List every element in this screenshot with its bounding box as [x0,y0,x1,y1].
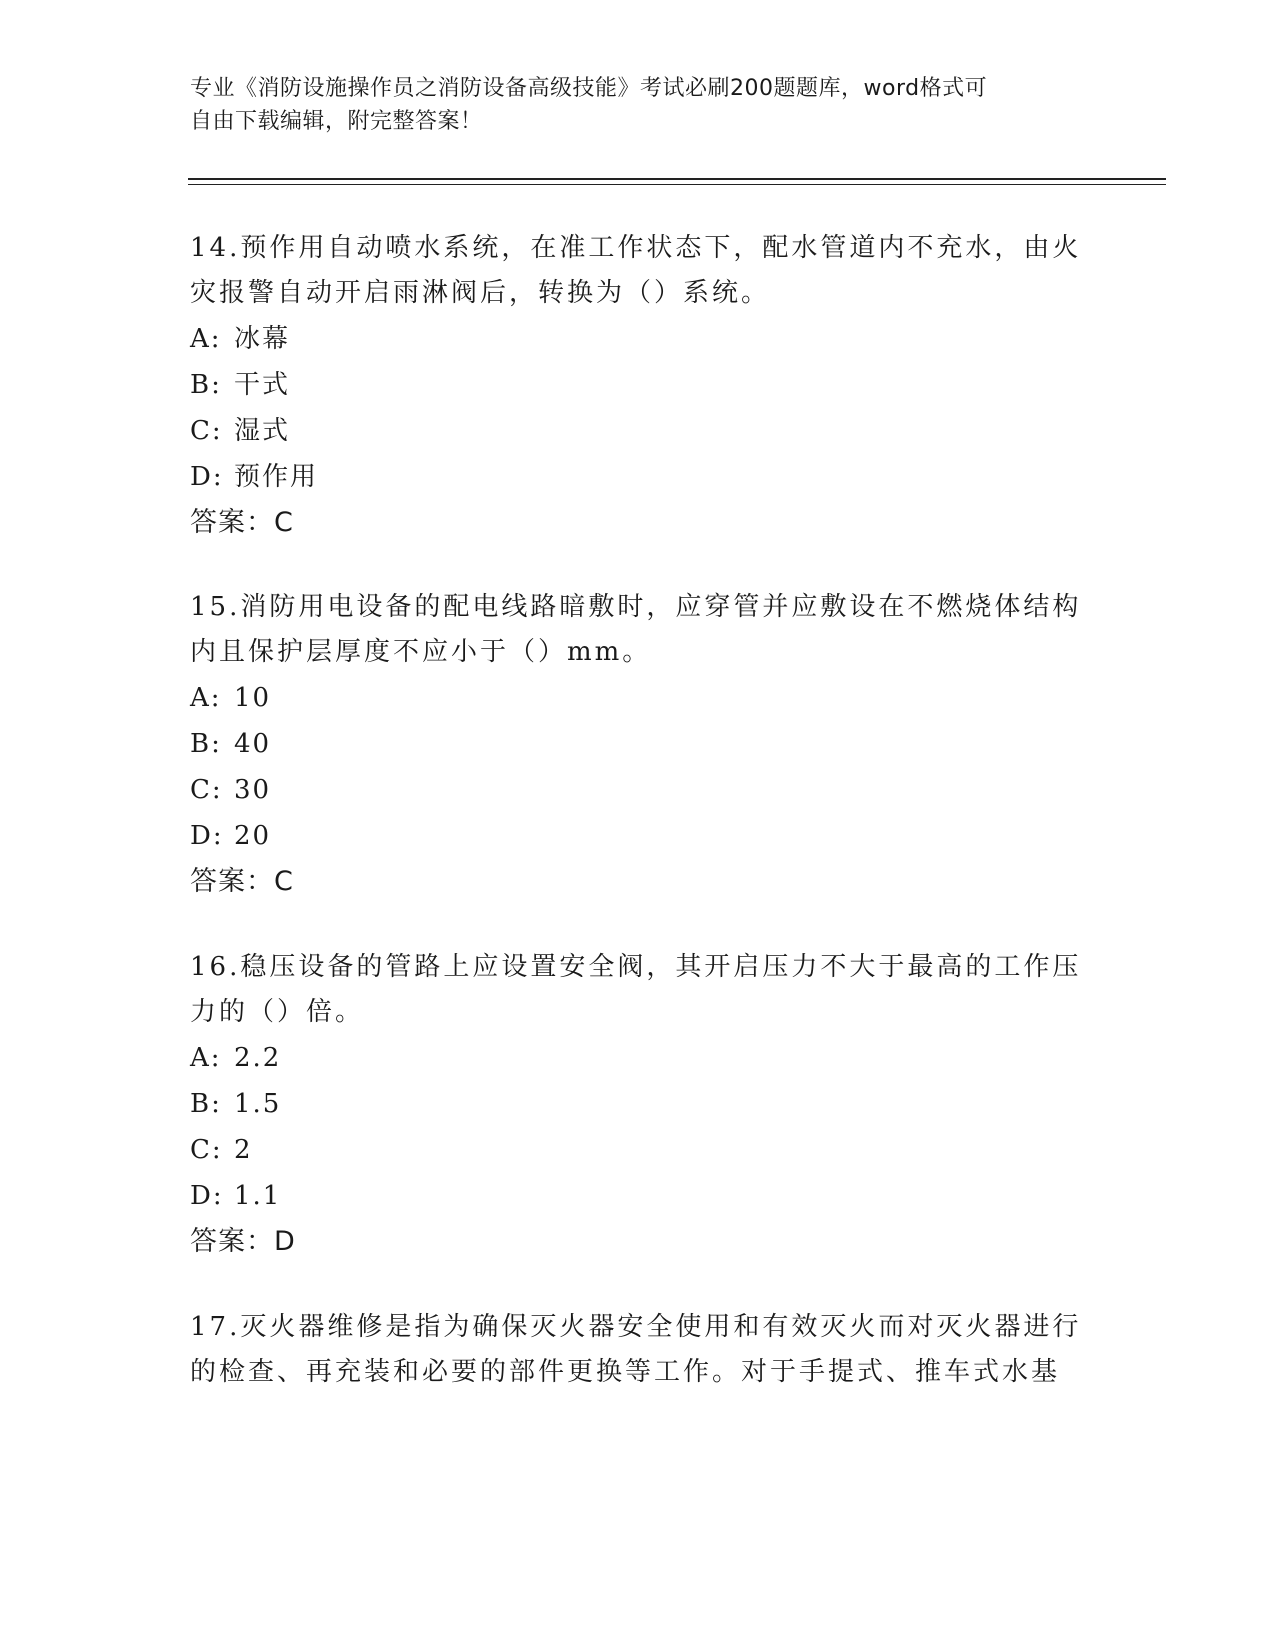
option-text: 10 [234,683,272,713]
question-text-line-2: 灾报警自动开启雨淋阀后，转换为（）系统。 [190,278,771,308]
option-text: 1.1 [234,1181,282,1211]
option-text: 冰幕 [234,324,291,354]
option-text: 1.5 [234,1089,282,1119]
option-letter: C: [190,416,223,446]
option-text: 30 [234,775,272,805]
header-divider-thick [188,178,1166,180]
question-text-line-2: 力的（）倍。 [190,997,365,1027]
question-16 [190,945,1090,1265]
option-b [190,1081,1090,1127]
option-a [190,316,1090,362]
header-line-2: 自由下载编辑，附完整答案！ [190,109,483,134]
option-text: 40 [234,729,272,759]
option-letter: B: [190,1089,222,1119]
option-text: 2.2 [234,1043,282,1073]
document-header [190,72,1090,138]
option-text: 20 [234,821,272,851]
option-d [190,454,1090,500]
option-letter: D: [190,821,224,851]
option-b [190,721,1090,767]
question-text-line-1: 17.灭火器维修是指为确保灭火器安全使用和有效灭火而对灭火器进行 [190,1312,1082,1342]
option-c [190,767,1090,813]
question-text-line-2: 的检查、再充装和必要的部件更换等工作。对于手提式、推车式水基 [190,1357,1061,1387]
option-letter: A: [190,1043,222,1073]
header-line-1: 专业《消防设施操作员之消防设备高级技能》考试必刷200题题库，word格式可 [190,76,988,101]
question-text-line-1: 16.稳压设备的管路上应设置安全阀，其开启压力不大于最高的工作压 [190,952,1082,982]
option-letter: D: [190,462,224,492]
answer-label: 答案：D [190,1226,296,1257]
option-letter: D: [190,1181,224,1211]
option-letter: C: [190,1135,223,1165]
option-a [190,1035,1090,1081]
option-c [190,408,1090,454]
option-d [190,1173,1090,1219]
option-letter: C: [190,775,223,805]
question-17 [190,1305,1090,1395]
option-c [190,1127,1090,1173]
option-a [190,675,1090,721]
option-text: 预作用 [234,462,319,492]
option-letter: B: [190,370,222,400]
question-text-line-1: 14.预作用自动喷水系统，在准工作状态下，配水管道内不充水，由火 [190,233,1082,263]
option-b [190,362,1090,408]
question-15 [190,585,1090,905]
question-text-line-1: 15.消防用电设备的配电线路暗敷时，应穿管并应敷设在不燃烧体结构 [190,592,1082,622]
answer-label: 答案：C [190,866,294,897]
option-text: 2 [234,1135,253,1165]
option-d [190,813,1090,859]
answer-label: 答案：C [190,507,294,538]
option-text: 干式 [234,370,291,400]
header-divider-thin [188,184,1166,185]
option-letter: A: [190,683,222,713]
question-text-line-2: 内且保护层厚度不应小于（）mm。 [190,637,652,667]
option-letter: A: [190,324,222,354]
question-14 [190,226,1090,546]
option-text: 湿式 [234,416,291,446]
option-letter: B: [190,729,222,759]
